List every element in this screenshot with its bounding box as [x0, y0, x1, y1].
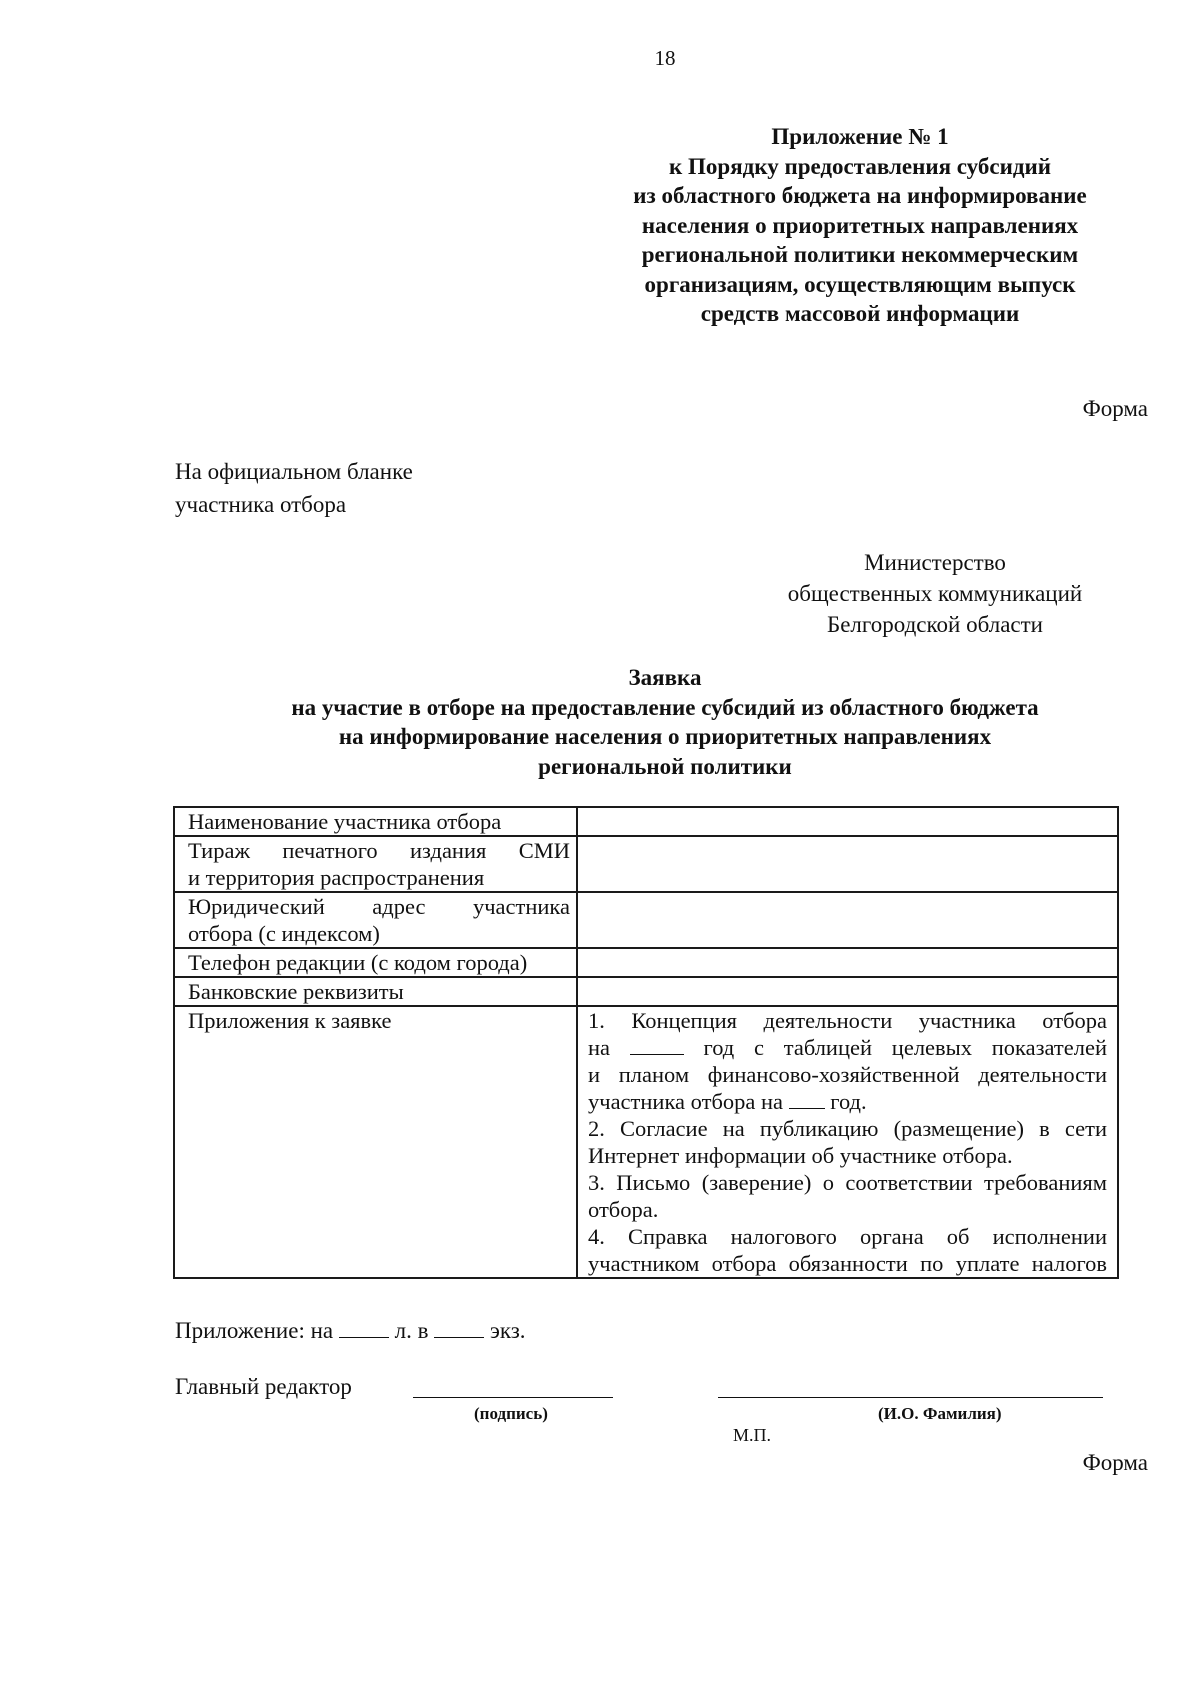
label-text: отбора (с индексом) — [188, 921, 380, 946]
label-text: Телефон редакции (с кодом города) — [188, 950, 528, 975]
signature-line[interactable] — [413, 1397, 613, 1398]
row-label — [174, 892, 577, 948]
official-blank-note — [175, 455, 413, 521]
row-label — [174, 807, 577, 836]
row-label — [174, 1006, 577, 1278]
addressee — [740, 547, 1130, 640]
form-label-bottom: Форма — [1082, 1450, 1148, 1475]
blank-line: На официальном бланке — [175, 459, 413, 484]
label-text: Тираж печатного издания СМИ — [188, 838, 570, 863]
attachment-line: отбора. — [588, 1197, 659, 1222]
row-value-field[interactable] — [577, 948, 1118, 977]
table-row — [174, 977, 1118, 1006]
addressee-line: Белгородской области — [827, 612, 1043, 637]
attachment-line: и планом финансово-хозяйственной деятельности — [588, 1062, 1107, 1087]
appendix-line: организациям, осуществляющим выпуск — [644, 271, 1076, 297]
form-label-top: Форма — [1082, 396, 1148, 421]
appendix-line: населения о приоритетных направлениях — [641, 212, 1079, 238]
label-text: и территория распространения — [188, 865, 485, 890]
appendix-line: средств массовой информации — [700, 301, 1020, 326]
row-value-field[interactable] — [577, 807, 1118, 836]
attachment-line: Интернет информации об участнике отбора. — [588, 1143, 1013, 1168]
editor-label: Главный редактор — [175, 1374, 352, 1399]
table-row — [174, 892, 1118, 948]
signature-caption: (подпись) — [474, 1404, 548, 1423]
attachment-prefix: Приложение: на — [175, 1318, 334, 1343]
title-line: Заявка — [628, 665, 702, 690]
attachment-suffix: экз. — [489, 1318, 526, 1343]
application-table — [173, 806, 1119, 1279]
table-row — [174, 1006, 1118, 1278]
sheets-blank[interactable] — [339, 1321, 389, 1338]
label-text: Наименование участника отбора — [188, 809, 502, 834]
appendix-line: региональной политики некоммерческим — [641, 242, 1079, 267]
title-line: региональной политики — [538, 753, 792, 779]
table-row — [174, 807, 1118, 836]
row-value-field[interactable] — [577, 977, 1118, 1006]
page-number: 18 — [654, 46, 676, 70]
attachment-line: участника отбора на год. — [588, 1089, 867, 1114]
appendix-line: из областного бюджета на информирование — [633, 183, 1087, 208]
appendix-header — [590, 122, 1130, 329]
attachment-line: на год с таблицей целевых показателей — [588, 1035, 1108, 1060]
addressee-line: общественных коммуникаций — [787, 581, 1083, 606]
row-value-field[interactable] — [577, 836, 1118, 892]
label-text: Юридический адрес участника — [188, 894, 570, 919]
attachment-mid: л. в — [394, 1318, 429, 1343]
copies-blank[interactable] — [434, 1321, 484, 1338]
attachment-line: 3. Письмо (заверение) о соответствии требованиям — [588, 1170, 1107, 1195]
row-value-field[interactable] — [577, 892, 1118, 948]
document-title — [150, 663, 1180, 781]
appendix-line: к Порядку предоставления субсидий — [669, 153, 1051, 179]
addressee-line: Министерство — [864, 550, 1006, 575]
attachment-line: 4. Справка налогового органа об исполнении — [588, 1224, 1107, 1249]
name-caption: (И.О. Фамилия) — [878, 1404, 1002, 1423]
table-row — [174, 948, 1118, 977]
label-text: Приложения к заявке — [188, 1008, 392, 1033]
blank-line: участника отбора — [175, 492, 347, 517]
stamp-place: М.П. — [733, 1425, 772, 1445]
blank-field[interactable] — [630, 1038, 684, 1055]
attachment-line: 1. Концепция деятельности участника отбора — [588, 1008, 1107, 1033]
title-line: на информирование населения о приоритетных направлениях — [338, 724, 992, 749]
appendix-line: Приложение № 1 — [771, 124, 949, 149]
row-label — [174, 836, 577, 892]
label-text: Банковские реквизиты — [188, 979, 404, 1004]
table-row — [174, 836, 1118, 892]
attachment-line: 2. Согласие на публикацию (размещение) в сети — [588, 1116, 1107, 1141]
name-line[interactable] — [718, 1397, 1103, 1398]
title-line: на участие в отборе на предоставление субсидий из областного бюджета — [291, 694, 1039, 720]
attachments-list — [577, 1006, 1118, 1278]
row-label — [174, 977, 577, 1006]
attachment-count — [175, 1318, 526, 1344]
blank-field[interactable] — [789, 1092, 825, 1109]
row-label — [174, 948, 577, 977]
attachment-line: участником отбора обязанности по уплате налогов — [588, 1251, 1107, 1276]
